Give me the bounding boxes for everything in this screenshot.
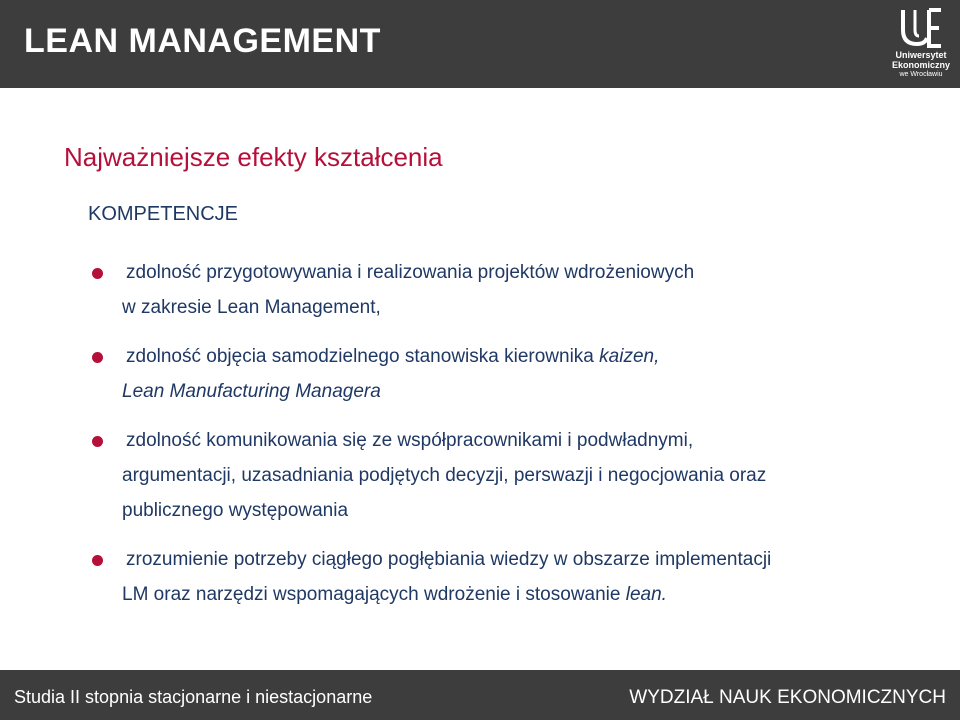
section-heading: KOMPETENCJE [88,203,239,225]
bullet-list [86,255,946,626]
logo-text-line1: Uniwersytet [895,50,947,60]
list-item [86,339,946,409]
university-logo [888,6,954,84]
item-text: argumentacji, uzasadniania podjętych decyzji, perswazji i negocjowania oraz [122,465,767,486]
item-text-italic: kaizen, [599,346,660,367]
logo-text-line3: we Wrocławiu [899,71,943,78]
item-text: zdolność komunikowania się ze współpracownikami i podwładnymi, [126,430,694,451]
item-text: zdolność objęcia samodzielnego stanowiska kierownika [126,346,600,367]
item-text: w zakresie Lean Management, [122,297,381,318]
logo-text-line2: Ekonomiczny [891,60,950,70]
footer-bar [0,670,960,720]
bullet-icon [92,555,103,566]
bullet-icon [92,436,103,447]
item-text-italic: Lean Manufacturing Managera [122,381,381,402]
item-text: publicznego występowania [122,500,349,521]
page-title: Najważniejsze efekty kształcenia [64,142,443,172]
item-text-italic: lean. [625,584,667,605]
footer-faculty: WYDZIAŁ NAUK EKONOMICZNYCH [629,687,946,708]
bullet-icon [92,352,103,363]
item-text: zdolność przygotowywania i realizowania projektów wdrożeniowych [126,262,695,283]
ue-logo-icon [899,6,943,50]
header-bar [0,0,960,88]
item-text-line [126,339,946,374]
item-text: LM oraz narzędzi wspomagających wdrożenie i stosowanie [122,584,626,605]
list-item [86,255,946,325]
item-text: zrozumienie potrzeby ciągłego pogłębiania wiedzy w obszarze implementacji [126,549,772,570]
list-item [86,423,946,528]
bullet-icon [92,268,103,279]
list-item [86,542,946,612]
header-title: LEAN MANAGEMENT [24,22,381,60]
footer-study-mode: Studia II stopnia stacjonarne i niestacjonarne [14,687,373,707]
item-text-line [122,577,946,612]
